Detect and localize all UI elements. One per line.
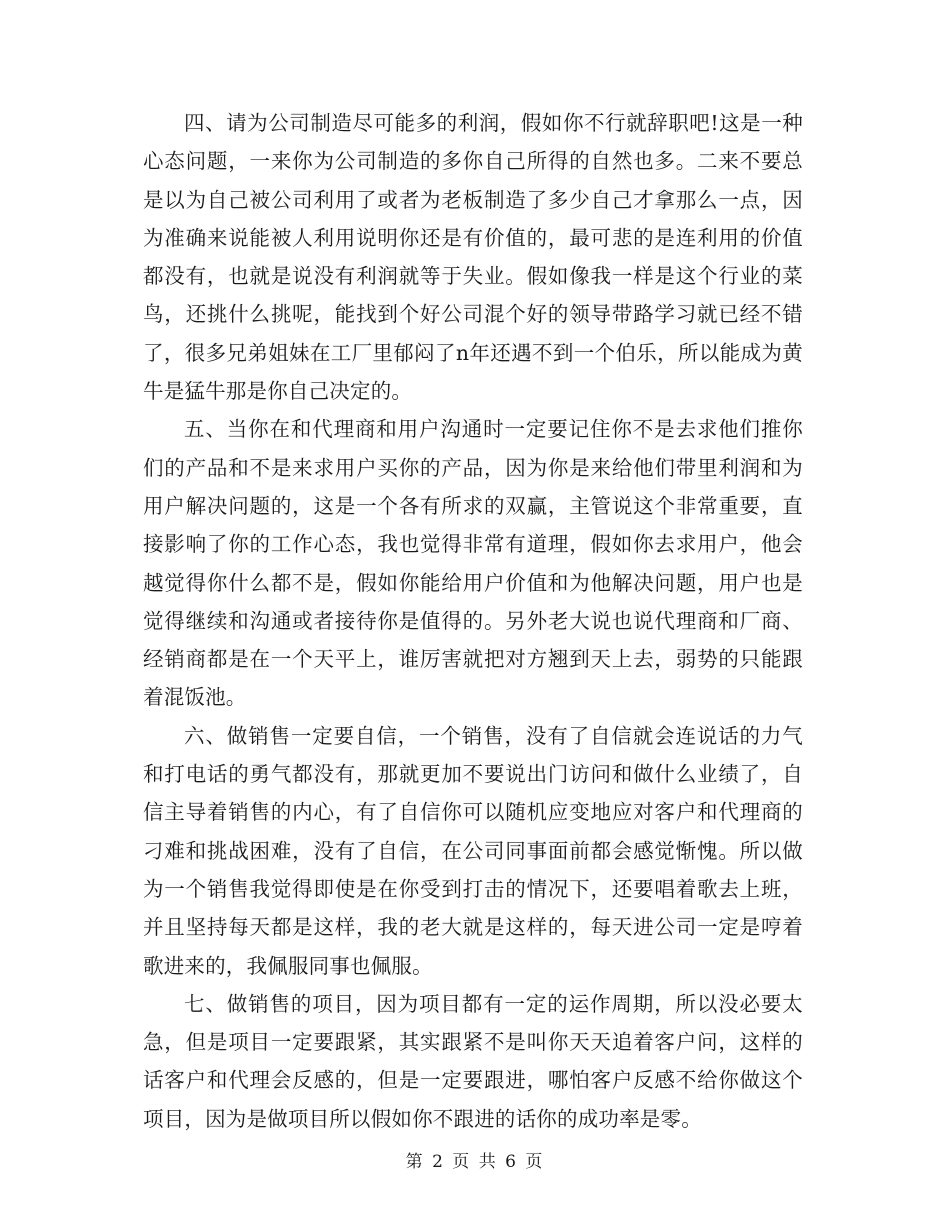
document-body bbox=[143, 104, 803, 1138]
paragraph-6: 六、做销售一定要自信，一个销售，没有了自信就会连说话的力气和打电话的勇气都没有，那就更加不要说出门访问和做什么业绩了，自信主导着销售的内心，有了自信你可以随机应变地应对客户和代理商的刁难和挑战困难，没有了自信，在公司同事面前都会感觉惭愧。所以做为一个销售我觉得即使是在你受到打击的情况下，还要唱着歌去上班，并且坚持每天都是这样，我的老大就是这样的，每天进公司一定是哼着歌进来的，我佩服同事也佩服。 bbox=[143, 723, 803, 978]
page-footer: 第 2 页 共 6 页 bbox=[405, 1152, 545, 1172]
paragraph-7: 七、做销售的项目，因为项目都有一定的运作周期，所以没必要太急，但是项目一定要跟紧，其实跟紧不是叫你天天追着客户问，这样的话客户和代理会反感的，但是一定要跟进，哪怕客户反感不给你做这个项目，因为是做项目所以假如你不跟进的话你的成功率是零。 bbox=[143, 991, 803, 1131]
paragraph-4: 四、请为公司制造尽可能多的利润，假如你不行就辞职吧!这是一种心态问题，一来你为公司制造的多你自己所得的自然也多。二来不要总是以为自己被公司利用了或者为老板制造了多少自己才拿那么一点，因为准确来说能被人利用说明你还是有价值的，最可悲的是连利用的价值都没有，也就是说没有利润就等于失业。假如像我一样是这个行业的菜鸟，还挑什么挑呢，能找到个好公司混个好的领导带路学习就已经不错了，很多兄弟姐妹在工厂里郁闷了n年还遇不到一个伯乐，所以能成为黄牛是猛牛那是你自己决定的。 bbox=[143, 111, 803, 404]
paragraph-5: 五、当你在和代理商和用户沟通时一定要记住你不是去求他们推你们的产品和不是来求用户买你的产品，因为你是来给他们带里利润和为用户解决问题的，这是一个各有所求的双赢，主管说这个非常重要，直接影响了你的工作心态，我也觉得非常有道理，假如你去求用户，他会越觉得你什么都不是，假如你能给用户价值和为他解决问题，用户也是觉得继续和沟通或者接待你是值得的。另外老大说也说代理商和厂商、经销商都是在一个天平上，谁厉害就把对方翘到天上去，弱势的只能跟着混饭池。 bbox=[143, 417, 803, 710]
